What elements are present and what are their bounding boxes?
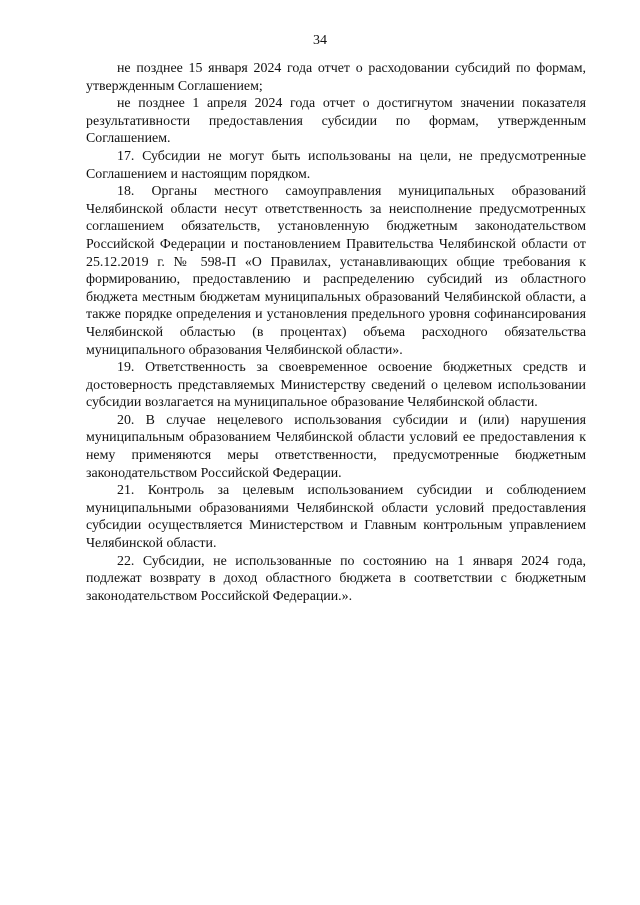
document-body <box>86 60 586 605</box>
paragraph-21-control: 21. Контроль за целевым использованием субсидии и соблюдением муниципальными образованиями Челябинской области условий предоставления субсидии осуществляется Министерством и Главным контрольным управлением Челябинской области. <box>86 483 586 552</box>
paragraph-19-funds-responsibility: 19. Ответственность за своевременное освоение бюджетных средств и достоверность представляемых Министерству сведений о целевом использовании субсидии возлагается на муниципальное образование Челябинской области. <box>86 360 586 411</box>
paragraph-22-return-unused: 22. Субсидии, не использованные по состоянию на 1 января 2024 года, подлежат возврату в доход областного бюджета в соответствии с бюджетным законодательством Российской Федерации.». <box>86 553 586 604</box>
page-number: 34 <box>313 33 327 48</box>
paragraph-report-deadline-april: не позднее 1 апреля 2024 года отчет о достигнутом значении показателя результативности предоставления субсидии по формам, утвержденным Соглашением. <box>86 96 586 147</box>
paragraph-18-responsibility: 18. Органы местного самоуправления муниципальных образований Челябинской области несут ответственность за неисполнение предусмотренных соглашением обязательств, установленную бюджетным законодательством Российской Федерации и постановлением Правительства Челябинской области от 25.12.2019 г. № 598-П «О Правилах, устанавливающих общие требования к формированию, предоставлению и распределению субсидий из областного бюджета местным бюджетам муниципальных образований Челябинской области, а также порядке определения и установления предельного уровня софинансирования Челябинской областью (в процентах) объема расходного обязательства муниципального образования Челябинской области». <box>86 184 586 358</box>
paragraph-17-subsidy-use: 17. Субсидии не могут быть использованы на цели, не предусмотренные Соглашением и настоящим порядком. <box>86 148 586 182</box>
paragraph-20-misuse-measures: 20. В случае нецелевого использования субсидии и (или) нарушения муниципальным образованием Челябинской области условий ее предоставления к нему применяются меры ответственности, предусмотренные бюджетным законодательством Российской Федерации. <box>86 412 586 481</box>
paragraph-report-deadline-january: не позднее 15 января 2024 года отчет о расходовании субсидий по формам, утвержденным Соглашением; <box>86 61 586 94</box>
